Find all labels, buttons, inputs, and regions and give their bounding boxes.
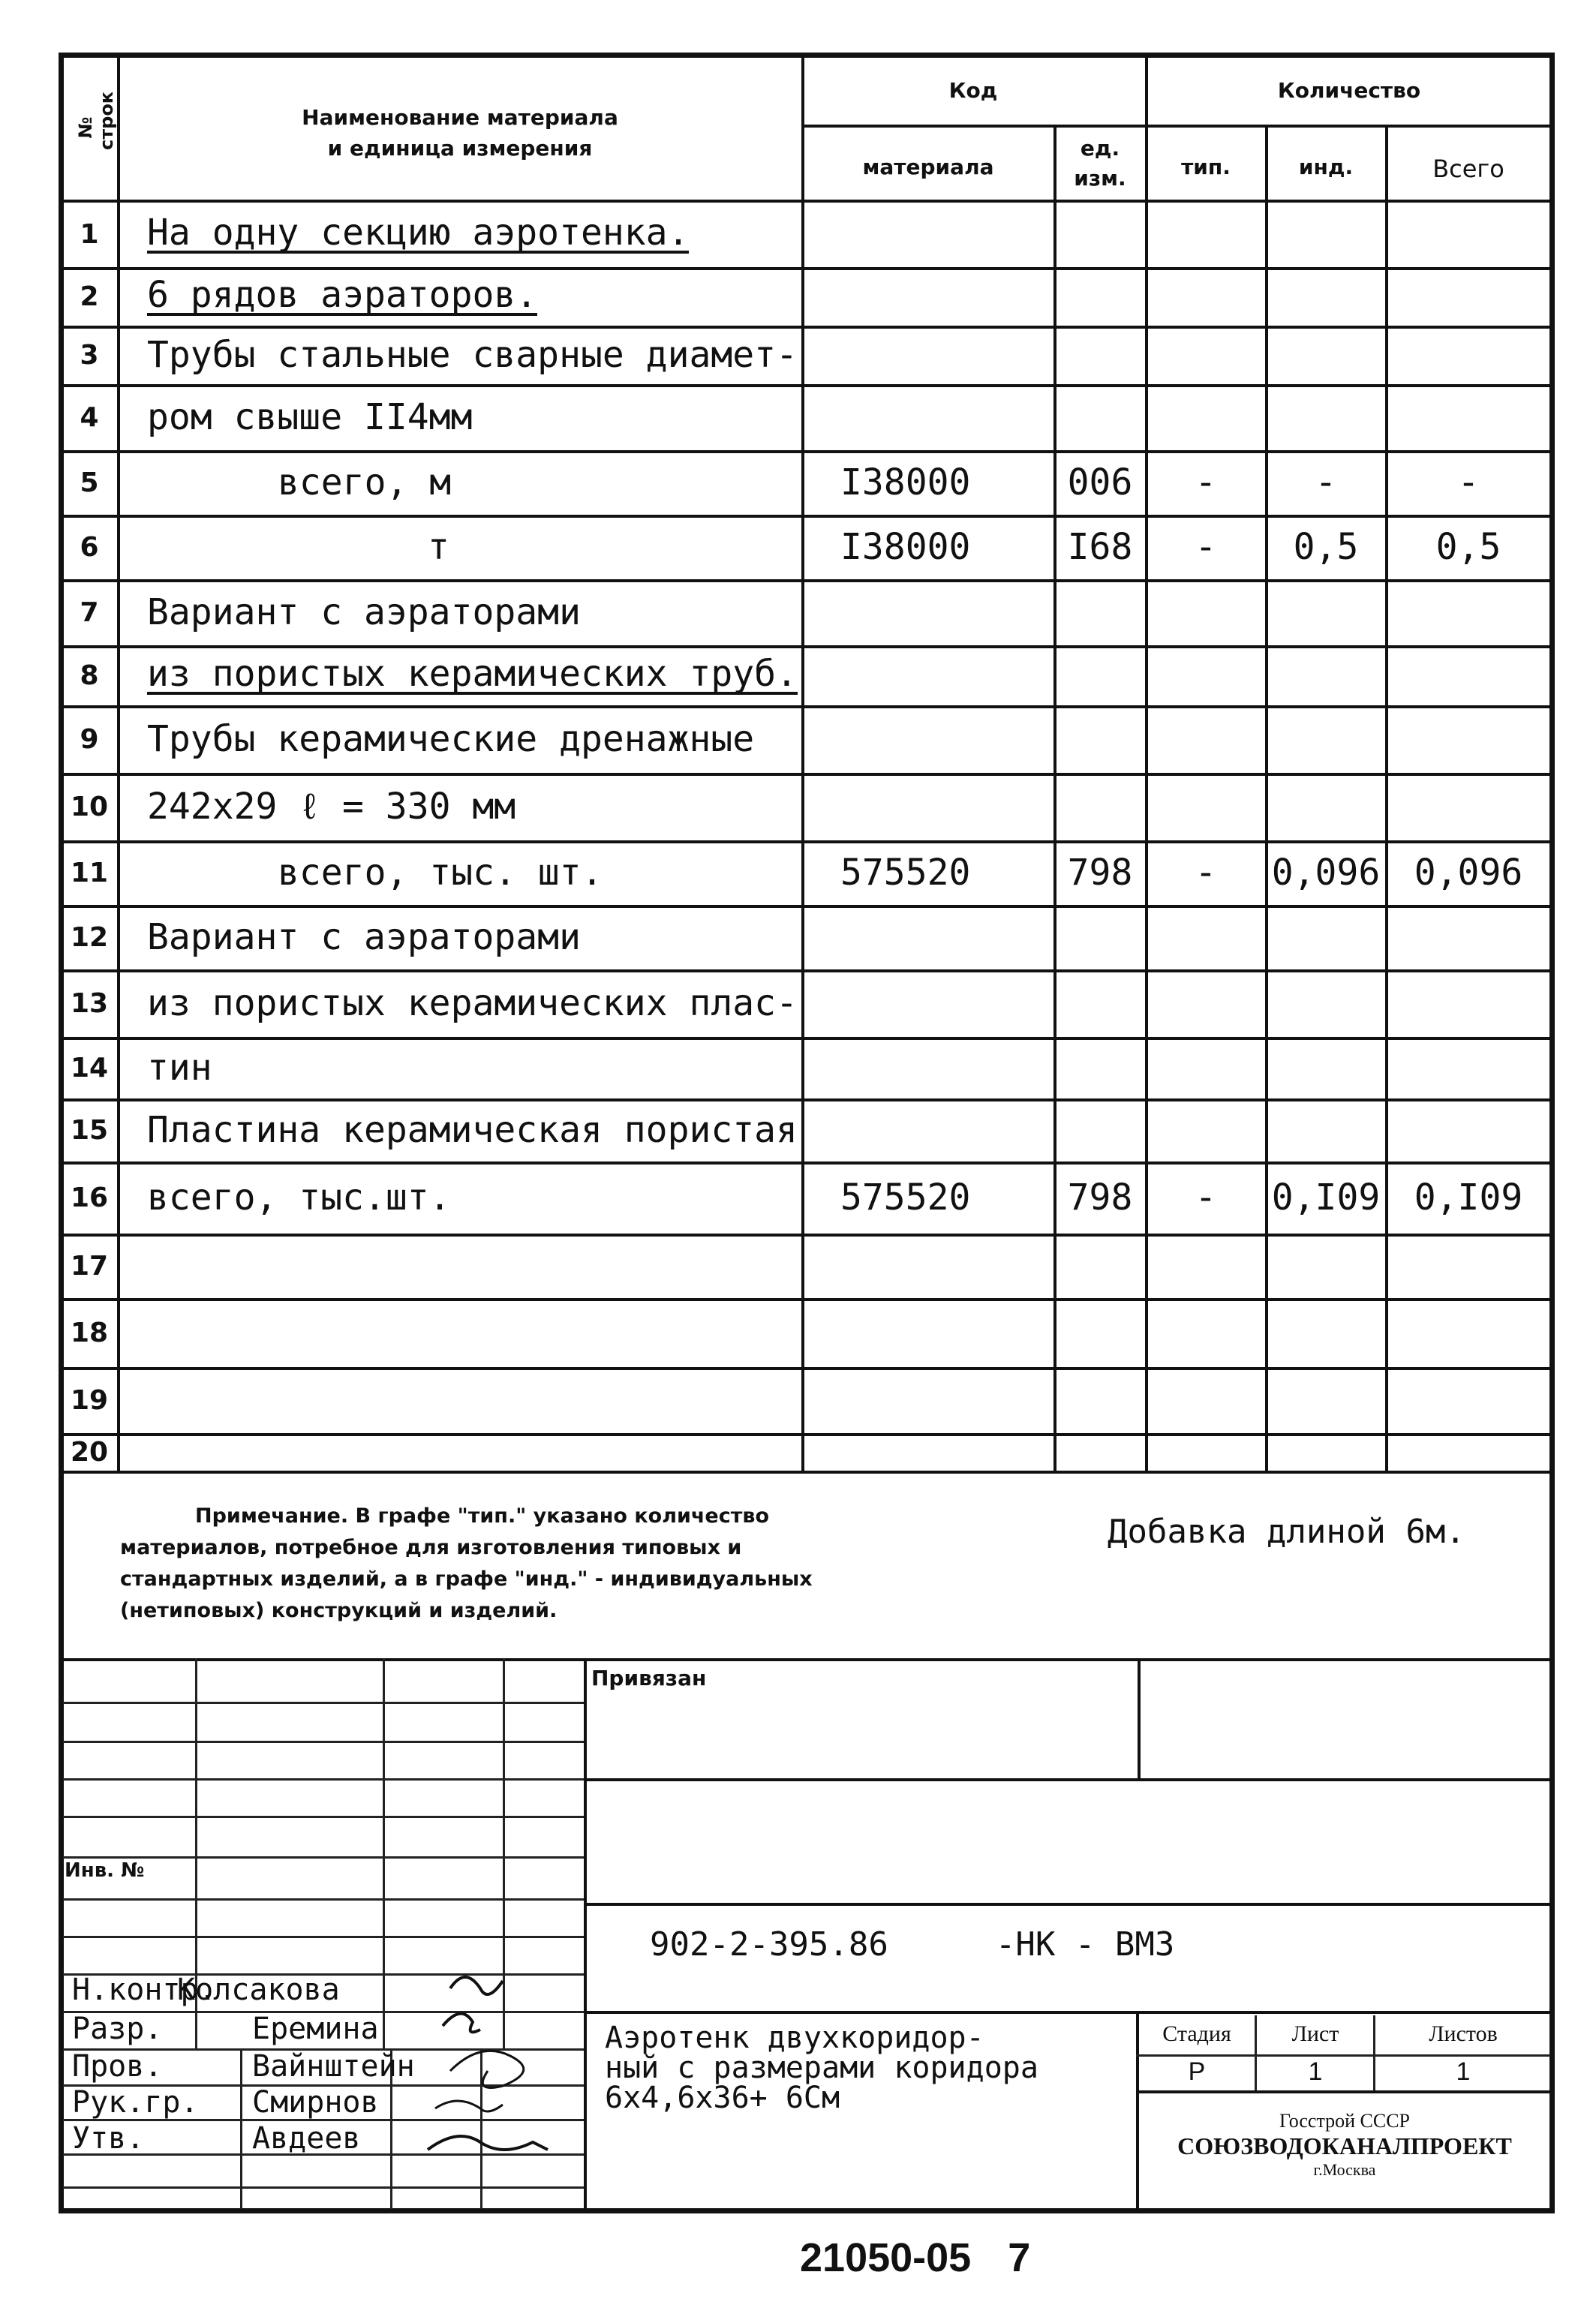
- header-code: Код: [948, 78, 998, 103]
- row-number: 5: [80, 467, 99, 498]
- qty-ind-cell: [1267, 1037, 1385, 1098]
- unit-code-cell: [1056, 1098, 1144, 1162]
- row-number: 2: [80, 281, 99, 312]
- staff-row: [72, 2121, 361, 2156]
- row-number: 18: [70, 1317, 109, 1348]
- qty-typ-cell: [1147, 1037, 1265, 1098]
- table-row: [0, 326, 1596, 384]
- row-number: 10: [70, 791, 109, 822]
- qty-ind-cell: [1267, 267, 1385, 326]
- staff-name: Вайнштейн: [252, 2049, 415, 2084]
- qty-total-cell: [1387, 326, 1550, 384]
- material-code-cell: [840, 450, 970, 515]
- qty-ind-cell: [1267, 1433, 1385, 1471]
- qty-ind-cell: [1267, 969, 1385, 1037]
- table-row: [0, 773, 1596, 840]
- row-number-cell: [63, 579, 116, 645]
- qty-typ: -: [1195, 1177, 1217, 1219]
- material-name: Вариант с аэраторами: [147, 916, 581, 958]
- qty-typ-cell: [1147, 450, 1265, 515]
- row-number-cell: [63, 450, 116, 515]
- qty-typ-cell: [1147, 1162, 1265, 1234]
- table-row: [0, 1234, 1596, 1298]
- table-row: [0, 969, 1596, 1037]
- table-row: [0, 1162, 1596, 1234]
- qty-total-cell: [1387, 905, 1550, 969]
- qty-total-cell: [1387, 450, 1550, 515]
- qty-typ-cell: [1147, 969, 1265, 1037]
- material-name: из пористых керамических труб.: [147, 653, 798, 695]
- material-name-cell: [147, 1037, 212, 1098]
- material-name: всего, тыс. шт.: [278, 852, 603, 894]
- qty-total-cell: [1387, 1162, 1550, 1234]
- qty-total-cell: [1387, 384, 1550, 450]
- doc-code-suffix: -НК - ВМЗ: [995, 1925, 1175, 1964]
- row-number-cell: [63, 645, 116, 705]
- header-row-no: № строк: [75, 91, 117, 150]
- table-row: [0, 840, 1596, 905]
- qty-total-cell: [1387, 969, 1550, 1037]
- row-number-cell: [63, 1298, 116, 1367]
- footer-number-text: 21050-05: [800, 2235, 972, 2280]
- material-name-cell: [147, 1162, 451, 1234]
- qty-total-cell: [1387, 1433, 1550, 1471]
- row-number-cell: [63, 384, 116, 450]
- material-name-cell: [147, 905, 581, 969]
- row-number-cell: [63, 515, 116, 579]
- staff-name: Колсакова: [177, 1973, 340, 2007]
- staff-name: Смирнов: [252, 2085, 379, 2120]
- qty-total-cell: [1387, 840, 1550, 905]
- material-name-cell: [147, 201, 689, 267]
- qty-ind: -: [1315, 461, 1337, 503]
- unit-code-cell: [1056, 969, 1144, 1037]
- qty-total-cell: [1387, 201, 1550, 267]
- qty-total: 0,096: [1414, 852, 1523, 894]
- qty-ind-cell: [1267, 905, 1385, 969]
- sheet-title-line-2: ный с размерами коридора: [605, 2051, 1038, 2085]
- qty-ind-cell: [1267, 1298, 1385, 1367]
- qty-typ-cell: [1147, 384, 1265, 450]
- header-code-material: материала: [862, 155, 994, 179]
- material-name-cell: [147, 969, 798, 1037]
- row-number: 3: [80, 339, 99, 371]
- qty-typ-cell: [1147, 905, 1265, 969]
- sheets-value: 1: [1456, 2057, 1471, 2086]
- table-row: [0, 515, 1596, 579]
- qty-ind-cell: [1267, 384, 1385, 450]
- doc-code: [650, 1925, 1175, 1964]
- inv-no-label: Инв. №: [65, 1859, 145, 1882]
- signatures-graphic: [420, 1958, 600, 2206]
- qty-typ-cell: [1147, 515, 1265, 579]
- qty-total-cell: [1387, 705, 1550, 773]
- staff-role: Утв.: [72, 2121, 145, 2156]
- staff-role: Рук.гр.: [72, 2085, 199, 2120]
- material-name-cell: [147, 773, 515, 840]
- sheet-title-line-3: 6x4,6x36+ 6См: [605, 2081, 840, 2115]
- qty-total-cell: [1387, 579, 1550, 645]
- row-number: 9: [80, 723, 99, 755]
- material-name-cell: [147, 326, 798, 384]
- qty-typ-cell: [1147, 201, 1265, 267]
- row-number-cell: [63, 905, 116, 969]
- row-number-cell: [63, 1098, 116, 1162]
- row-number-cell: [63, 840, 116, 905]
- qty-ind: 0,096: [1271, 852, 1381, 894]
- doc-code-number: 902-2-395.86: [650, 1925, 888, 1964]
- privyazan-label: Привязан: [591, 1666, 707, 1690]
- qty-ind-cell: [1267, 1367, 1385, 1433]
- row-number-cell: [63, 201, 116, 267]
- table-row: [0, 1367, 1596, 1433]
- note-line-1: Примечание. В графе "тип." указано количество: [195, 1504, 770, 1528]
- row-number-cell: [63, 1433, 116, 1471]
- material-name: Пластина керамическая пористая: [147, 1109, 798, 1151]
- unit-code-cell: [1056, 201, 1144, 267]
- row-number: 13: [70, 987, 109, 1019]
- material-name: Трубы керамические дренажные: [147, 718, 755, 760]
- header-q-total: Всего: [1432, 155, 1504, 183]
- sheet-title-line-1: Аэротенк двухкоридор-: [605, 2021, 984, 2055]
- qty-ind-cell: [1267, 773, 1385, 840]
- header-name-line-1: Наименование материала: [302, 105, 618, 130]
- table-row: [0, 450, 1596, 515]
- qty-total: -: [1457, 461, 1480, 503]
- note-addition: Добавка длиной 6м.: [1108, 1513, 1465, 1551]
- qty-typ-cell: [1147, 1298, 1265, 1367]
- material-name: На одну секцию аэротенка.: [147, 212, 690, 254]
- table-row: [0, 1098, 1596, 1162]
- staff-row: [72, 2049, 415, 2084]
- table-row: [0, 645, 1596, 705]
- unit-code-cell: [1056, 579, 1144, 645]
- row-number-cell: [63, 705, 116, 773]
- table-row: [0, 579, 1596, 645]
- row-number: 6: [80, 531, 99, 563]
- material-name: тин: [147, 1047, 212, 1089]
- qty-total-cell: [1387, 1098, 1550, 1162]
- qty-ind-cell: [1267, 1162, 1385, 1234]
- footer-mark: 7: [1008, 2235, 1031, 2280]
- unit-code-cell: [1056, 450, 1144, 515]
- header-quantity: Количество: [1277, 78, 1421, 103]
- row-number: 12: [70, 921, 109, 953]
- note-line-3: стандартных изделий, а в графе "инд." - индивидуальных: [120, 1567, 813, 1591]
- note-line-2: материалов, потребное для изготовления типовых и: [120, 1536, 742, 1559]
- material-name-cell: [147, 579, 581, 645]
- sheet-value: 1: [1308, 2057, 1323, 2086]
- organization: [1139, 2110, 1550, 2180]
- material-name: из пористых керамических плас-: [147, 982, 798, 1024]
- table-row: [0, 1037, 1596, 1098]
- qty-ind-cell: [1267, 645, 1385, 705]
- qty-total-cell: [1387, 1037, 1550, 1098]
- material-name-cell: [147, 645, 798, 705]
- row-number: 20: [70, 1436, 109, 1468]
- header-q-ind: инд.: [1298, 155, 1354, 179]
- header-code-unit-line-2: изм.: [1074, 166, 1126, 191]
- material-name-cell: [428, 515, 449, 579]
- row-number-cell: [63, 1234, 116, 1298]
- qty-typ-cell: [1147, 773, 1265, 840]
- material-name: Вариант с аэраторами: [147, 591, 581, 633]
- staff-name: Еремина: [252, 2012, 379, 2046]
- material-name: всего, м: [278, 461, 452, 503]
- org-line-3: г.Москва: [1313, 2160, 1376, 2179]
- material-name-cell: [147, 705, 754, 773]
- material-name: 6 рядов аэраторов.: [147, 274, 538, 316]
- row-number: 19: [70, 1384, 109, 1416]
- row-number-cell: [63, 1367, 116, 1433]
- unit-code-cell: [1056, 1298, 1144, 1367]
- row-number: 17: [70, 1250, 109, 1282]
- header-name: [120, 105, 800, 161]
- qty-ind-cell: [1267, 450, 1385, 515]
- qty-typ-cell: [1147, 1098, 1265, 1162]
- qty-typ-cell: [1147, 579, 1265, 645]
- unit-code-cell: [1056, 267, 1144, 326]
- footer-number: [800, 2234, 1030, 2281]
- qty-typ-cell: [1147, 705, 1265, 773]
- unit-code-cell: [1056, 705, 1144, 773]
- material-name: ром свыше II4мм: [147, 396, 473, 438]
- qty-ind-cell: [1267, 840, 1385, 905]
- unit-code-cell: [1056, 773, 1144, 840]
- qty-typ-cell: [1147, 645, 1265, 705]
- qty-total-cell: [1387, 1367, 1550, 1433]
- org-line-1: Госстрой СССР: [1279, 2110, 1411, 2132]
- unit-code-cell: [1056, 645, 1144, 705]
- stage-value: Р: [1188, 2057, 1206, 2086]
- table-row: [0, 384, 1596, 450]
- table-row: [0, 201, 1596, 267]
- row-number: 15: [70, 1114, 109, 1146]
- staff-role: Н.контр.: [72, 1973, 217, 2007]
- row-number: 4: [80, 401, 99, 433]
- unit-code-cell: [1056, 1037, 1144, 1098]
- qty-total-cell: [1387, 773, 1550, 840]
- qty-total-cell: [1387, 1298, 1550, 1367]
- qty-typ: -: [1195, 852, 1217, 894]
- material-code: 575520: [840, 852, 971, 894]
- unit-code: 798: [1067, 1177, 1133, 1219]
- material-name-cell: [147, 267, 537, 326]
- row-number-cell: [63, 326, 116, 384]
- qty-typ-cell: [1147, 840, 1265, 905]
- staff-row: [72, 2012, 379, 2046]
- table-row: [0, 705, 1596, 773]
- qty-ind-cell: [1267, 1234, 1385, 1298]
- material-code: 575520: [840, 1177, 971, 1219]
- unit-code-cell: [1056, 326, 1144, 384]
- table-row: [0, 267, 1596, 326]
- material-code: I38000: [840, 526, 971, 568]
- staff-role: Разр.: [72, 2012, 163, 2046]
- material-name: 242x29 ℓ = 330 мм: [147, 786, 516, 828]
- row-number: 8: [80, 660, 99, 691]
- row-number: 14: [70, 1052, 109, 1083]
- row-number: 1: [80, 218, 99, 250]
- material-name-cell: [147, 384, 472, 450]
- staff-row: [72, 1973, 340, 2007]
- qty-typ: -: [1195, 526, 1217, 568]
- row-number-cell: [63, 1037, 116, 1098]
- material-name: Трубы стальные сварные диамет-: [147, 334, 798, 376]
- org-line-2: СОЮЗВОДОКАНАЛПРОЕКТ: [1177, 2132, 1512, 2159]
- unit-code: I68: [1067, 526, 1133, 568]
- qty-typ-cell: [1147, 326, 1265, 384]
- header-code-unit: [1055, 134, 1145, 194]
- qty-total-cell: [1387, 645, 1550, 705]
- unit-code-cell: [1056, 384, 1144, 450]
- unit-code: 798: [1067, 852, 1133, 894]
- row-number: 16: [70, 1182, 109, 1213]
- note-block: [120, 1501, 1005, 1627]
- material-name-cell: [147, 1098, 798, 1162]
- qty-ind-cell: [1267, 1098, 1385, 1162]
- material-name-cell: [278, 840, 603, 905]
- qty-total-cell: [1387, 1234, 1550, 1298]
- unit-code: 006: [1067, 461, 1133, 503]
- unit-code-cell: [1056, 1162, 1144, 1234]
- unit-code-cell: [1056, 1234, 1144, 1298]
- staff-name: Авдеев: [252, 2121, 361, 2156]
- table-row: [0, 1298, 1596, 1367]
- unit-code-cell: [1056, 840, 1144, 905]
- table-row: [0, 905, 1596, 969]
- row-number-cell: [63, 773, 116, 840]
- material-code-cell: [840, 515, 970, 579]
- qty-total: 0,5: [1435, 526, 1501, 568]
- qty-typ: -: [1195, 461, 1217, 503]
- note-line-4: (нетиповых) конструкций и изделий.: [120, 1599, 558, 1622]
- material-code-cell: [840, 1162, 970, 1234]
- staff-role: Пров.: [72, 2049, 163, 2084]
- qty-typ-cell: [1147, 1433, 1265, 1471]
- header-code-unit-line-1: ед.: [1080, 136, 1120, 161]
- qty-total: 0,I09: [1414, 1177, 1523, 1219]
- unit-code-cell: [1056, 1367, 1144, 1433]
- sheet-title: [605, 2023, 1038, 2113]
- qty-ind-cell: [1267, 201, 1385, 267]
- qty-total-cell: [1387, 267, 1550, 326]
- qty-total-cell: [1387, 515, 1550, 579]
- qty-ind: 0,5: [1293, 526, 1359, 568]
- qty-ind: 0,I09: [1271, 1177, 1381, 1219]
- material-code-cell: [840, 840, 970, 905]
- row-number: 7: [80, 597, 99, 628]
- table-row: [0, 1433, 1596, 1471]
- header-q-typ: тип.: [1181, 155, 1231, 179]
- qty-ind-cell: [1267, 515, 1385, 579]
- material-name: т: [428, 526, 449, 568]
- row-number-cell: [63, 969, 116, 1037]
- stage-label: Стадия: [1162, 2021, 1231, 2046]
- staff-row: [72, 2085, 379, 2120]
- unit-code-cell: [1056, 1433, 1144, 1471]
- row-number-cell: [63, 1162, 116, 1234]
- qty-ind-cell: [1267, 705, 1385, 773]
- qty-typ-cell: [1147, 267, 1265, 326]
- unit-code-cell: [1056, 515, 1144, 579]
- qty-typ-cell: [1147, 1234, 1265, 1298]
- qty-ind-cell: [1267, 326, 1385, 384]
- material-code: I38000: [840, 461, 971, 503]
- row-number: 11: [70, 857, 109, 888]
- header-name-line-2: и единица измерения: [327, 136, 593, 161]
- qty-typ-cell: [1147, 1367, 1265, 1433]
- row-number-cell: [63, 267, 116, 326]
- material-name: всего, тыс.шт.: [147, 1177, 451, 1219]
- sheet-label: Лист: [1291, 2021, 1339, 2046]
- material-name-cell: [278, 450, 451, 515]
- unit-code-cell: [1056, 905, 1144, 969]
- sheets-label: Листов: [1429, 2021, 1498, 2046]
- qty-ind-cell: [1267, 579, 1385, 645]
